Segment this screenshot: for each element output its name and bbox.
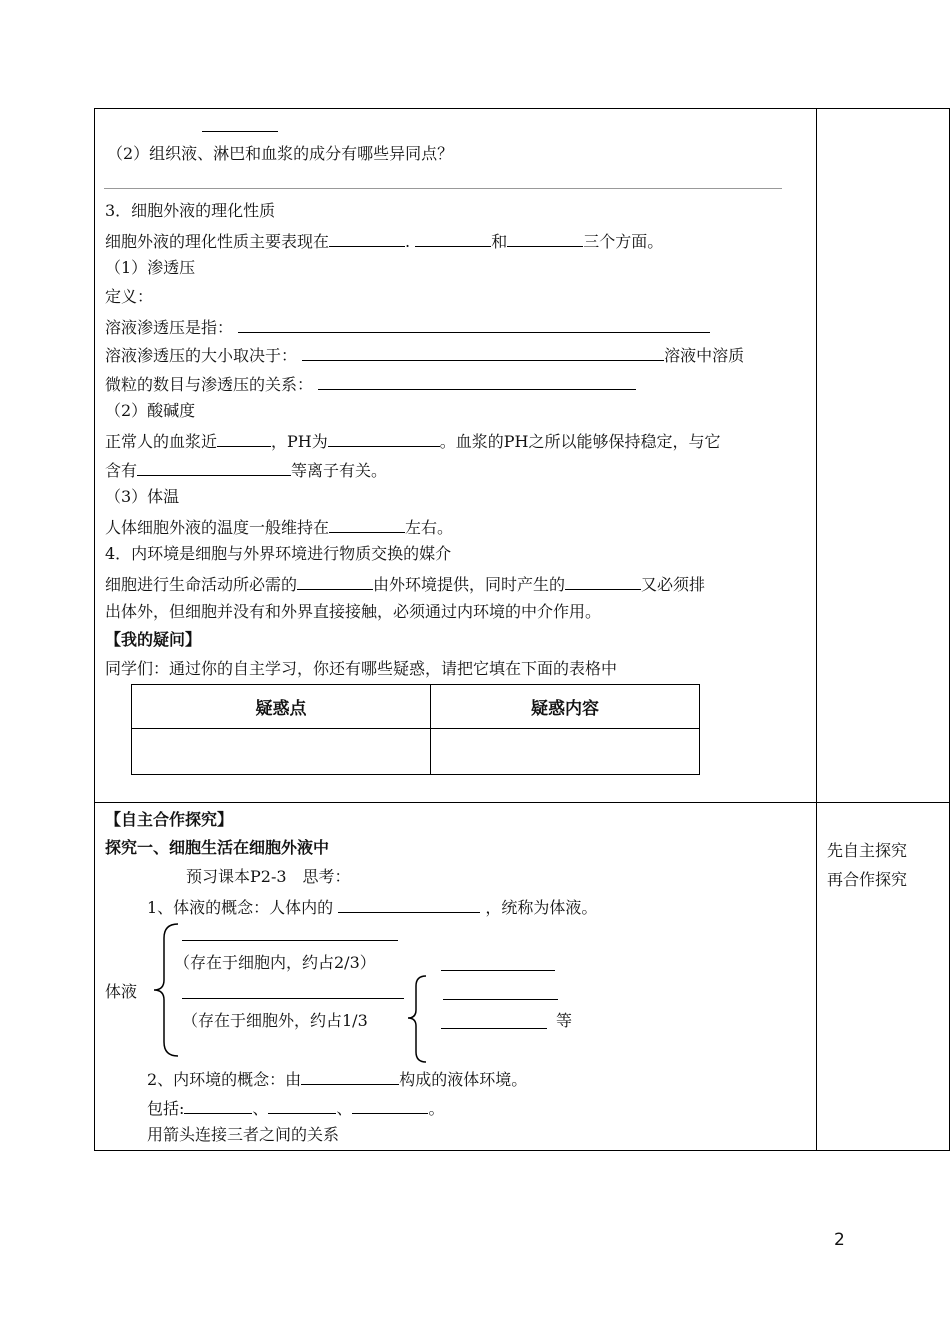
osmotic-title: （1）渗透压	[105, 258, 196, 277]
worksheet-table	[94, 108, 950, 1151]
doubt-point-cell[interactable]	[132, 729, 431, 775]
page-number: 2	[834, 1230, 845, 1250]
arrow-task: 用箭头连接三者之间的关系	[147, 1125, 340, 1144]
section-3-line	[105, 230, 663, 252]
doubt-content-cell[interactable]	[431, 729, 700, 775]
text: 和	[491, 232, 508, 251]
text: 溶液渗透压的大小取决于：	[105, 346, 298, 365]
text: 微粒的数目与渗透压的关系：	[105, 375, 314, 394]
text: ，PH为	[271, 432, 328, 451]
ph-line-2	[105, 459, 387, 481]
inquiry-title: 【自主合作探究】	[105, 810, 234, 829]
side-note-2: 再合作探究	[827, 870, 908, 889]
blank[interactable]	[328, 430, 440, 447]
header-doubt-point: 疑惑点	[132, 685, 431, 729]
blank[interactable]	[238, 316, 710, 333]
text: 细胞进行生命活动所必需的	[105, 575, 298, 594]
table-border	[94, 108, 950, 1151]
section-4-line-2: 出体外，但细胞并没有和外界直接接触，必须通过内环境的中介作用。	[105, 602, 602, 621]
blank[interactable]	[217, 430, 271, 447]
ph-title: （2）酸碱度	[105, 401, 196, 420]
blank[interactable]	[338, 896, 480, 913]
text: ，统称为体液。	[485, 898, 598, 917]
blank[interactable]	[318, 373, 636, 390]
text: 由外环境提供，同时产生的	[373, 575, 566, 594]
text: 溶液中溶质	[664, 346, 745, 365]
text: 左右。	[405, 518, 454, 537]
blank[interactable]	[268, 1097, 336, 1114]
blank[interactable]	[137, 459, 291, 476]
doubt-table	[131, 684, 700, 775]
answer-blank[interactable]	[182, 940, 398, 941]
blank[interactable]	[329, 516, 405, 533]
text: 人体细胞外液的温度一般维持在	[105, 518, 330, 537]
definition-label: 定义：	[105, 287, 154, 306]
osmotic-size	[105, 344, 744, 366]
text: 正常人的血浆近	[105, 432, 218, 451]
extracellular-note: （存在于细胞外，约占1/3	[182, 1011, 368, 1030]
blank[interactable]	[507, 230, 583, 247]
section-4-line	[105, 573, 705, 595]
doubt-title: 【我的疑问】	[105, 630, 202, 649]
ph-line	[105, 430, 720, 452]
header-doubt-content: 疑惑内容	[431, 685, 700, 729]
item-2	[147, 1068, 527, 1090]
blank[interactable]	[302, 344, 664, 361]
etc-label: 等	[556, 1011, 573, 1030]
text: 溶液渗透压是指：	[105, 318, 234, 337]
doubt-intro: 同学们：通过你的自主学习，你还有哪些疑惑，请把它填在下面的表格中	[105, 659, 618, 678]
temperature-title: （3）体温	[105, 487, 180, 506]
row-divider	[94, 802, 950, 803]
right-brace	[406, 974, 430, 1064]
explore-1-title: 探究一、细胞生活在细胞外液中	[105, 838, 330, 857]
answer-line[interactable]	[104, 188, 782, 189]
osmotic-relation	[105, 373, 636, 395]
body-fluid-label: 体液	[105, 982, 138, 1001]
text: 三个方面。	[583, 232, 664, 251]
blank[interactable]	[415, 230, 491, 247]
item-1	[147, 896, 597, 918]
blank[interactable]	[565, 573, 641, 590]
text: 细胞外液的理化性质主要表现在	[105, 232, 330, 251]
osmotic-definition	[105, 316, 710, 338]
question-2: （2）组织液、淋巴和血浆的成分有哪些异同点？	[107, 144, 454, 163]
text: 、	[336, 1099, 353, 1118]
text: 含有	[105, 461, 138, 480]
intracellular-note: （存在于细胞内，约占2/3）	[174, 953, 376, 972]
answer-blank[interactable]	[182, 998, 404, 999]
blank[interactable]	[329, 230, 405, 247]
column-divider	[816, 108, 817, 1151]
text: .	[405, 232, 411, 251]
text: 等离子有关。	[291, 461, 388, 480]
answer-blank[interactable]	[202, 131, 278, 132]
blank[interactable]	[297, 573, 373, 590]
blank[interactable]	[301, 1068, 399, 1085]
text: 、	[252, 1099, 269, 1118]
includes-line	[147, 1097, 444, 1119]
answer-blank[interactable]	[441, 1028, 547, 1029]
left-brace	[152, 920, 182, 1060]
blank[interactable]	[352, 1097, 428, 1114]
text: 2、内环境的概念：由	[147, 1070, 302, 1089]
text: 。血浆的PH之所以能够保持稳定，与它	[439, 432, 721, 451]
text: 包括:	[147, 1099, 185, 1118]
blank[interactable]	[184, 1097, 252, 1114]
temperature-line	[105, 516, 453, 538]
text: 。	[428, 1099, 445, 1118]
answer-blank[interactable]	[443, 999, 558, 1000]
text: 构成的液体环境。	[399, 1070, 528, 1089]
answer-blank[interactable]	[441, 970, 555, 971]
text: 又必须排	[641, 575, 706, 594]
section-4-title: 4．内环境是细胞与外界环境进行物质交换的媒介	[105, 544, 452, 563]
preview-line: 预习课本P2-3 思考：	[186, 867, 351, 886]
side-note-1: 先自主探究	[827, 841, 908, 860]
section-3-title: 3．细胞外液的理化性质	[105, 201, 276, 220]
text: 1、体液的概念：人体内的	[147, 898, 334, 917]
